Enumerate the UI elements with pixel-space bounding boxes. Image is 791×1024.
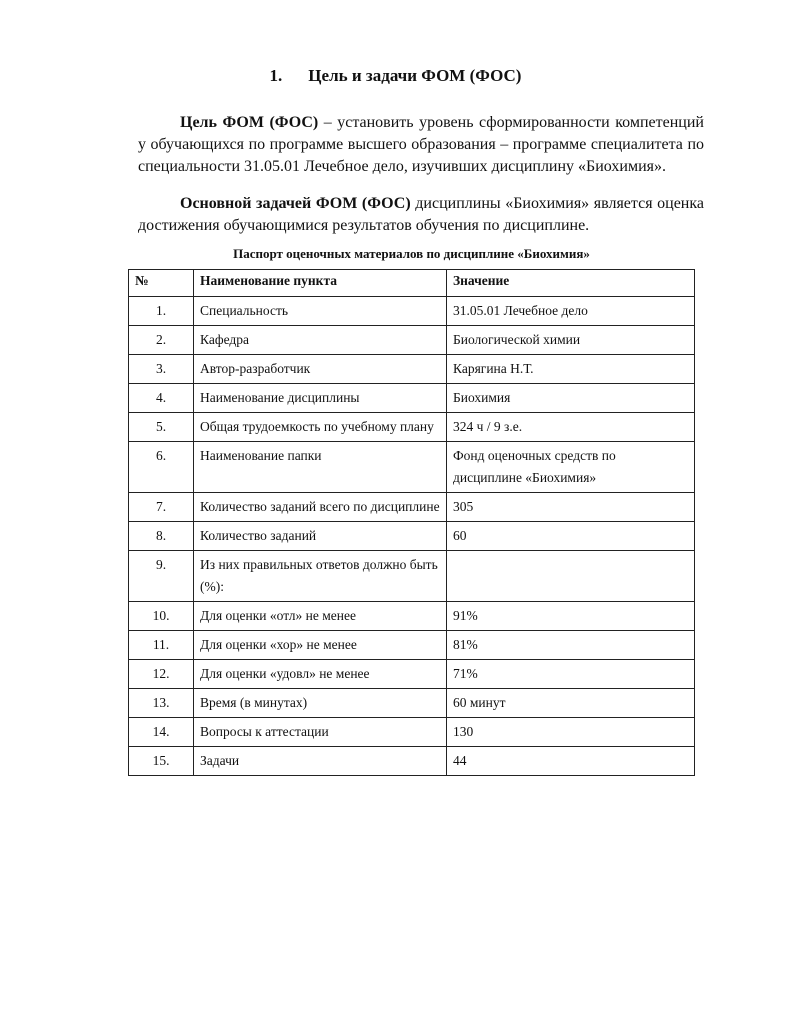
row-name: Для оценки «хор» не менее: [194, 631, 447, 660]
section-title: Цель и задачи ФОМ (ФОС): [308, 66, 522, 85]
goal-text: – установить уровень сформированности компетенций у обучающихся по программе высшего образования – программе специалитета по специальности 31.05.01 Лечебное дело, изучивших дисциплину «Биохимия».: [138, 114, 704, 175]
row-value: 60: [447, 522, 695, 551]
table-row: [129, 355, 695, 384]
row-number: 14.: [129, 718, 194, 747]
task-term: Основной задачей ФОМ (ФОС): [180, 195, 411, 212]
task-paragraph: [138, 193, 704, 237]
row-value: 91%: [447, 602, 695, 631]
row-name: Специальность: [194, 297, 447, 326]
table-row: [129, 522, 695, 551]
row-number: 1.: [129, 297, 194, 326]
row-number: 11.: [129, 631, 194, 660]
goal-term: Цель ФОМ (ФОС): [180, 114, 319, 131]
table-row: [129, 326, 695, 355]
task-text: дисциплины «Биохимия» является оценка достижения обучающимися результатов обучения по дисциплине.: [138, 195, 705, 234]
row-name: Кафедра: [194, 326, 447, 355]
table-row: [129, 602, 695, 631]
row-number: 15.: [129, 747, 194, 776]
row-number: 10.: [129, 602, 194, 631]
row-value: 71%: [447, 660, 695, 689]
table-row: [129, 551, 695, 602]
row-name: Количество заданий всего по дисциплине: [194, 493, 447, 522]
section-heading: [0, 66, 791, 86]
row-number: 6.: [129, 442, 194, 493]
row-value: 324 ч / 9 з.е.: [447, 413, 695, 442]
row-value: 31.05.01 Лечебное дело: [447, 297, 695, 326]
row-value: Биохимия: [447, 384, 695, 413]
table-row: [129, 297, 695, 326]
row-name: Для оценки «отл» не менее: [194, 602, 447, 631]
row-number: 2.: [129, 326, 194, 355]
table-row: [129, 747, 695, 776]
row-value: 130: [447, 718, 695, 747]
row-name: Для оценки «удовл» не менее: [194, 660, 447, 689]
section-number: 1.: [269, 66, 283, 85]
table-row: [129, 413, 695, 442]
row-number: 13.: [129, 689, 194, 718]
row-value: 81%: [447, 631, 695, 660]
row-value: 305: [447, 493, 695, 522]
table-header-row: [129, 270, 695, 297]
row-value: [447, 551, 695, 602]
row-name: Вопросы к аттестации: [194, 718, 447, 747]
header-item-name: Наименование пункта: [194, 270, 447, 297]
row-number: 8.: [129, 522, 194, 551]
table-row: [129, 493, 695, 522]
row-name: Задачи: [194, 747, 447, 776]
row-value: 60 минут: [447, 689, 695, 718]
row-value: Карягина Н.Т.: [447, 355, 695, 384]
row-value: Биологической химии: [447, 326, 695, 355]
row-value: Фонд оценочных средств по дисциплине «Биохимия»: [447, 442, 695, 493]
table-row: [129, 660, 695, 689]
row-name: Количество заданий: [194, 522, 447, 551]
row-name: Общая трудоемкость по учебному плану: [194, 413, 447, 442]
row-number: 7.: [129, 493, 194, 522]
table-row: [129, 442, 695, 493]
row-number: 3.: [129, 355, 194, 384]
table-row: [129, 384, 695, 413]
row-name: Наименование дисциплины: [194, 384, 447, 413]
table-caption: Паспорт оценочных материалов по дисциплине «Биохимия»: [233, 246, 590, 261]
row-name: Из них правильных ответов должно быть (%):: [194, 551, 447, 602]
row-name: Время (в минутах): [194, 689, 447, 718]
row-name: Автор-разработчик: [194, 355, 447, 384]
row-number: 4.: [129, 384, 194, 413]
row-number: 12.: [129, 660, 194, 689]
table-row: [129, 631, 695, 660]
goal-paragraph: [138, 112, 704, 178]
header-value: Значение: [447, 270, 695, 297]
row-number: 5.: [129, 413, 194, 442]
table-row: [129, 689, 695, 718]
passport-table: [128, 269, 695, 776]
header-number: №: [129, 270, 194, 297]
row-value: 44: [447, 747, 695, 776]
table-row: [129, 718, 695, 747]
row-name: Наименование папки: [194, 442, 447, 493]
row-number: 9.: [129, 551, 194, 602]
